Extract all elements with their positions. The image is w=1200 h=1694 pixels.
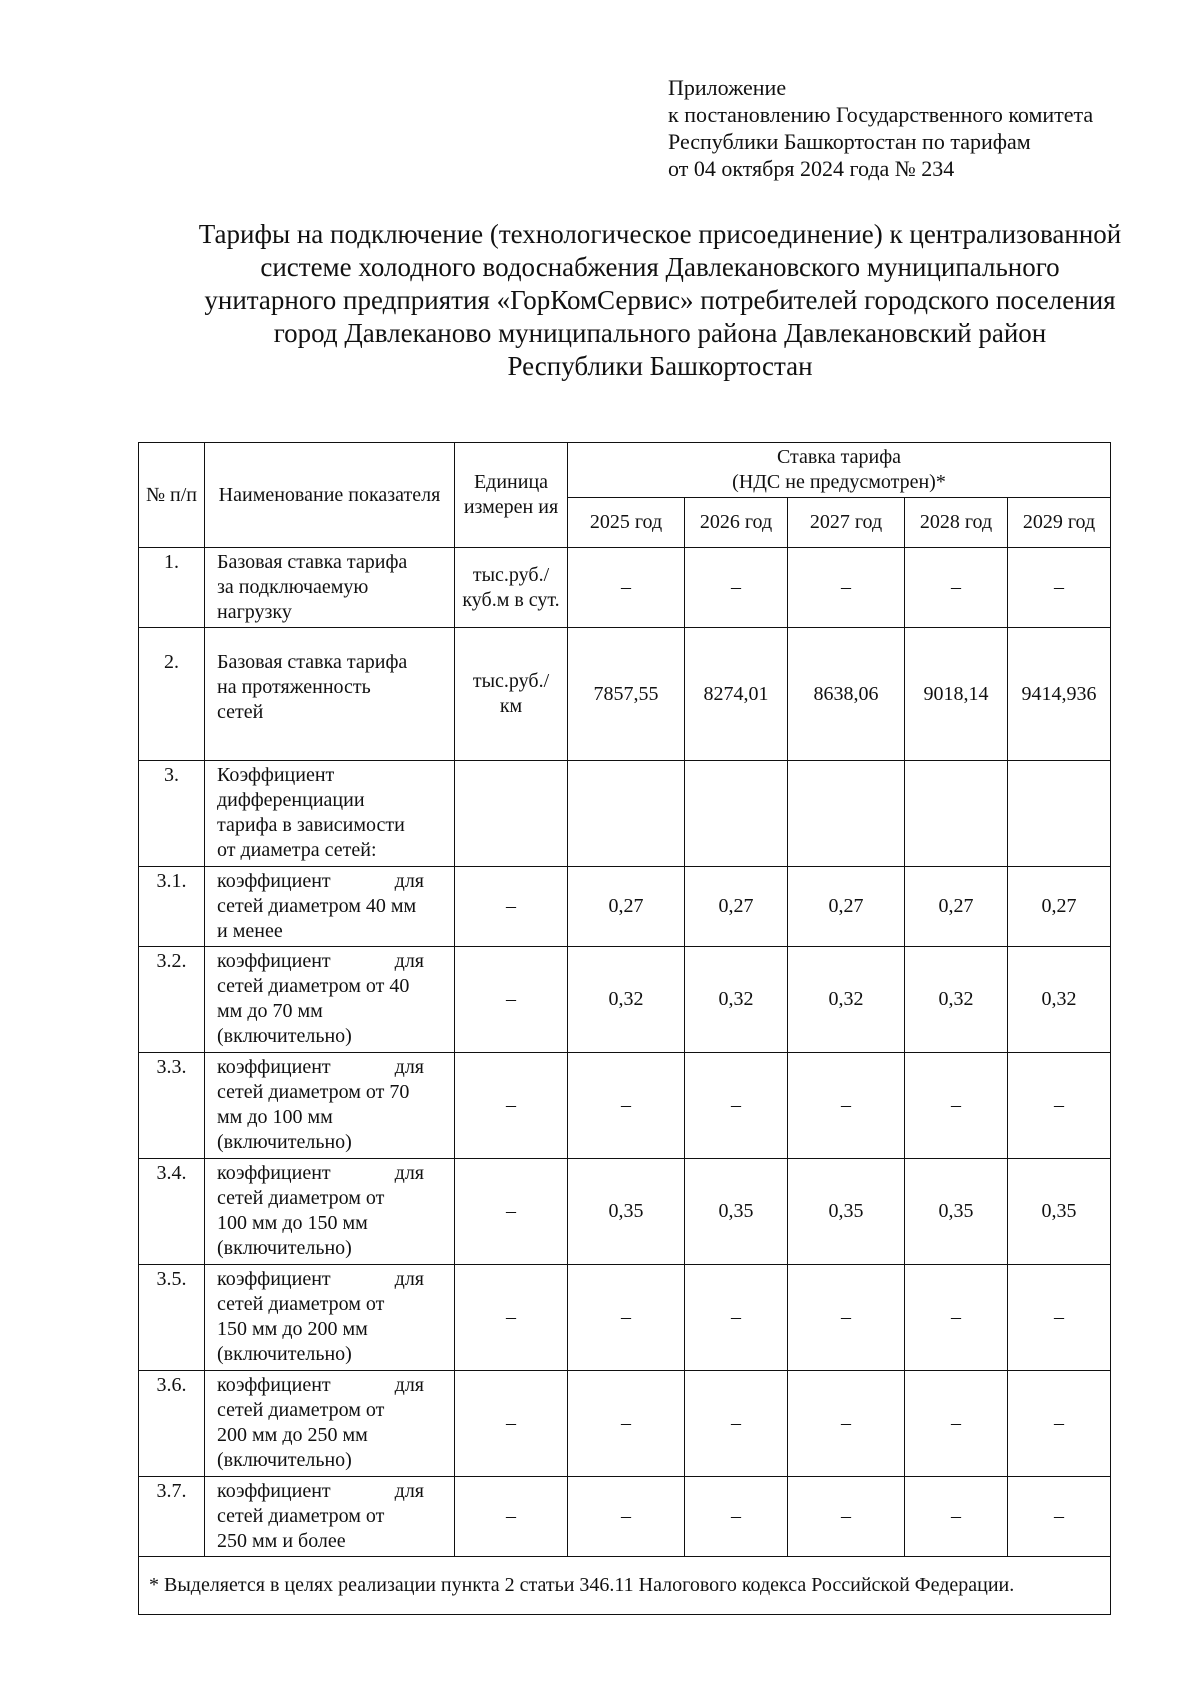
row-name-line: Базовая ставка тарифа <box>217 551 408 573</box>
row-num: 3.1. <box>139 867 205 947</box>
header-year: 2029 год <box>1008 498 1111 548</box>
row-name-word: коэффициент <box>217 870 331 892</box>
header-rate-line: Ставка тарифа <box>776 446 902 468</box>
row-value: 0,35 <box>1008 1159 1111 1265</box>
appendix-line: к постановлению Государственного комитета <box>668 102 1094 127</box>
row-name <box>205 1265 455 1371</box>
row-name-line <box>217 949 448 974</box>
row-name-line: сетей диаметром от <box>217 1399 385 1421</box>
tariff-table <box>138 442 1111 1615</box>
table-header <box>139 443 1111 548</box>
row-name-line: дифференциации <box>217 789 365 811</box>
row-name <box>205 1477 455 1557</box>
row-num: 3. <box>139 761 205 867</box>
row-value: – <box>568 1371 685 1477</box>
header-rate <box>568 443 1111 498</box>
row-name-word: коэффициент <box>217 1374 331 1396</box>
row-value: – <box>1008 1053 1111 1159</box>
row-value: 0,32 <box>1008 947 1111 1053</box>
row-name-word: для <box>394 1268 424 1290</box>
row-value: – <box>788 1477 905 1557</box>
row-name-word: коэффициент <box>217 1056 331 1078</box>
title-line: унитарного предприятия «ГорКомСервис» потребителей городского поселения <box>204 285 1116 315</box>
row-name <box>205 548 455 628</box>
row-value <box>788 761 905 867</box>
row-name <box>205 761 455 867</box>
row-unit: тыс.руб./ км <box>455 628 568 761</box>
row-value: 0,27 <box>1008 867 1111 947</box>
row-unit: – <box>455 1053 568 1159</box>
title-line: системе холодного водоснабжения Давлекановского муниципального <box>260 252 1060 282</box>
row-unit: – <box>455 867 568 947</box>
appendix-line: Приложение <box>668 75 787 100</box>
row-unit: тыс.руб./ куб.м в сут. <box>455 548 568 628</box>
row-name-line: за подключаемую <box>217 576 369 598</box>
row-name <box>205 867 455 947</box>
header-year: 2027 год <box>788 498 905 548</box>
footnote-row <box>139 1557 1111 1615</box>
table-row <box>139 548 1111 628</box>
row-value: – <box>1008 1265 1111 1371</box>
appendix-block <box>668 74 1093 182</box>
row-name-word: для <box>394 1480 424 1502</box>
row-num: 3.5. <box>139 1265 205 1371</box>
row-name-line: тарифа в зависимости <box>217 814 405 836</box>
document-title <box>140 218 1180 383</box>
row-value: – <box>568 1265 685 1371</box>
row-name-word: коэффициент <box>217 1480 331 1502</box>
row-name-line: 200 мм до 250 мм <box>217 1424 368 1446</box>
row-value: – <box>685 1477 788 1557</box>
row-value: – <box>905 1477 1008 1557</box>
row-name-word: для <box>394 870 424 892</box>
row-value: 0,32 <box>788 947 905 1053</box>
row-name-word: для <box>394 1374 424 1396</box>
row-value: – <box>788 1371 905 1477</box>
row-value: – <box>788 1053 905 1159</box>
title-line: город Давлеканово муниципального района Давлекановский район <box>273 318 1047 348</box>
row-name-line <box>217 1373 448 1398</box>
row-value: 0,27 <box>788 867 905 947</box>
table-row <box>139 761 1111 867</box>
row-name-line: мм до 100 мм <box>217 1106 333 1128</box>
row-value: – <box>905 548 1008 628</box>
row-name <box>205 1053 455 1159</box>
row-value: 0,27 <box>568 867 685 947</box>
row-value: 0,35 <box>905 1159 1008 1265</box>
row-name-line: сетей диаметром от 70 <box>217 1081 410 1103</box>
row-value: – <box>1008 1371 1111 1477</box>
row-name-line: (включительно) <box>217 1131 352 1153</box>
row-name-line: 100 мм до 150 мм <box>217 1212 368 1234</box>
header-year: 2028 год <box>905 498 1008 548</box>
row-value: 0,32 <box>905 947 1008 1053</box>
row-value: 7857,55 <box>568 628 685 761</box>
row-name-line: (включительно) <box>217 1343 352 1365</box>
row-name-line <box>217 1161 448 1186</box>
row-value: 0,32 <box>568 947 685 1053</box>
row-unit: – <box>455 1159 568 1265</box>
table-row <box>139 1159 1111 1265</box>
row-name-line: 250 мм и более <box>217 1530 346 1552</box>
table-row <box>139 1477 1111 1557</box>
row-value: 0,27 <box>905 867 1008 947</box>
row-value: – <box>1008 548 1111 628</box>
appendix-line: Республики Башкортостан по тарифам <box>668 129 1031 154</box>
row-value: 0,35 <box>568 1159 685 1265</box>
title-line: Республики Башкортостан <box>507 351 813 381</box>
row-name-line: сетей диаметром от <box>217 1505 385 1527</box>
row-value: – <box>1008 1477 1111 1557</box>
row-value: – <box>905 1053 1008 1159</box>
row-value <box>905 761 1008 867</box>
row-name-line <box>217 1267 448 1292</box>
row-name <box>205 1159 455 1265</box>
appendix-line: от 04 октября 2024 года № 234 <box>668 156 955 181</box>
row-num: 3.7. <box>139 1477 205 1557</box>
row-name-line: и менее <box>217 920 283 942</box>
row-name-word: коэффициент <box>217 1268 331 1290</box>
row-value: 9018,14 <box>905 628 1008 761</box>
table-row <box>139 1265 1111 1371</box>
row-value: – <box>788 1265 905 1371</box>
table-row <box>139 628 1111 761</box>
row-unit <box>455 761 568 867</box>
row-value: 9414,936 <box>1008 628 1111 761</box>
row-name-line: нагрузку <box>217 601 292 623</box>
row-name <box>205 947 455 1053</box>
row-name-word: для <box>394 950 424 972</box>
row-name-word: коэффициент <box>217 1162 331 1184</box>
row-name-line: мм до 70 мм <box>217 1000 323 1022</box>
row-name <box>205 628 455 761</box>
title-line: Тарифы на подключение (технологическое присоединение) к централизованной <box>198 219 1122 249</box>
row-name-line: Базовая ставка тарифа <box>217 651 408 673</box>
row-value <box>685 761 788 867</box>
row-name-line: 150 мм до 200 мм <box>217 1318 368 1340</box>
row-name-line <box>217 869 448 894</box>
footnote: * Выделяется в целях реализации пункта 2 статьи 346.11 Налогового кодекса Российской Федерации. <box>139 1557 1111 1615</box>
row-value: – <box>905 1371 1008 1477</box>
row-unit: – <box>455 947 568 1053</box>
header-num: № п/п <box>139 443 205 548</box>
table-row <box>139 1053 1111 1159</box>
table-row <box>139 867 1111 947</box>
row-name-line: сетей диаметром от 40 <box>217 975 410 997</box>
row-name-line: от диаметра сетей: <box>217 839 377 861</box>
row-name-line: (включительно) <box>217 1449 352 1471</box>
row-name <box>205 1371 455 1477</box>
row-name-line: Коэффициент <box>217 764 335 786</box>
row-name-word: для <box>394 1056 424 1078</box>
table-row <box>139 1371 1111 1477</box>
row-value: – <box>905 1265 1008 1371</box>
row-value: 0,35 <box>685 1159 788 1265</box>
row-value: 0,35 <box>788 1159 905 1265</box>
row-value: – <box>568 1053 685 1159</box>
row-value: 8274,01 <box>685 628 788 761</box>
row-num: 3.4. <box>139 1159 205 1265</box>
row-value: – <box>685 1371 788 1477</box>
row-name-line: (включительно) <box>217 1025 352 1047</box>
row-value <box>568 761 685 867</box>
row-num: 3.6. <box>139 1371 205 1477</box>
row-unit: – <box>455 1477 568 1557</box>
row-num: 3.2. <box>139 947 205 1053</box>
row-value: 8638,06 <box>788 628 905 761</box>
row-name-line: сетей диаметром от <box>217 1187 385 1209</box>
row-value: – <box>568 1477 685 1557</box>
row-name-line: сетей диаметром 40 мм <box>217 895 417 917</box>
header-year: 2025 год <box>568 498 685 548</box>
row-name-line: (включительно) <box>217 1237 352 1259</box>
header-name: Наименование показателя <box>205 443 455 548</box>
row-name-line: на протяженность <box>217 676 371 698</box>
row-num: 1. <box>139 548 205 628</box>
row-name-line: сетей <box>217 701 264 723</box>
row-value: – <box>568 548 685 628</box>
header-unit: Единица измерен ия <box>455 443 568 548</box>
row-unit: – <box>455 1265 568 1371</box>
row-num: 3.3. <box>139 1053 205 1159</box>
row-value <box>1008 761 1111 867</box>
row-name-word: коэффициент <box>217 950 331 972</box>
row-name-word: для <box>394 1162 424 1184</box>
row-name-line: сетей диаметром от <box>217 1293 385 1315</box>
row-name-line <box>217 1479 448 1504</box>
header-year: 2026 год <box>685 498 788 548</box>
header-rate-line: (НДС не предусмотрен)* <box>732 471 946 493</box>
row-name-line <box>217 1055 448 1080</box>
row-value: 0,27 <box>685 867 788 947</box>
row-unit: – <box>455 1371 568 1477</box>
row-value: – <box>685 548 788 628</box>
row-value: – <box>685 1265 788 1371</box>
table-row <box>139 947 1111 1053</box>
row-num: 2. <box>139 628 205 761</box>
row-value: 0,32 <box>685 947 788 1053</box>
row-value: – <box>788 548 905 628</box>
row-value: – <box>685 1053 788 1159</box>
